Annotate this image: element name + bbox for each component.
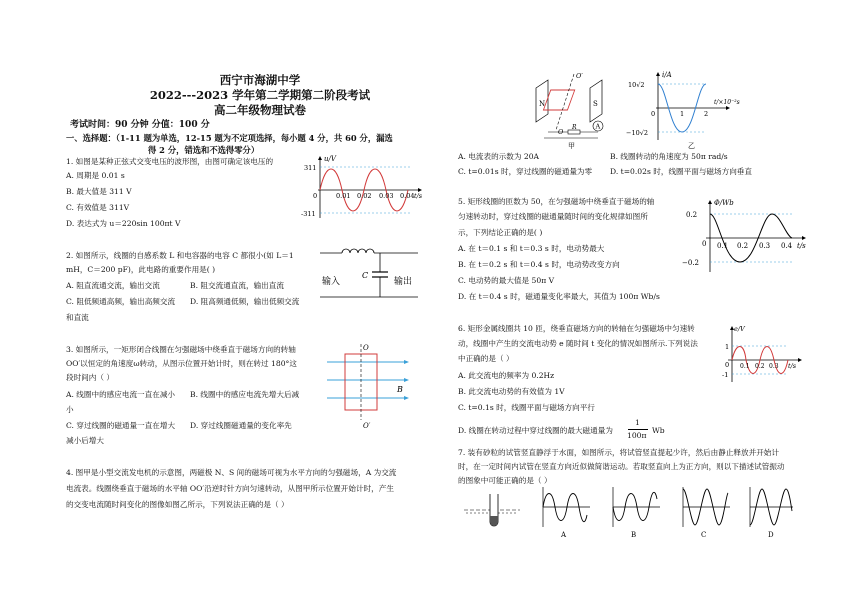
q4-origin: 0 <box>651 110 656 118</box>
q2-input-label: 输入 <box>322 277 341 287</box>
q1-origin: 0 <box>313 192 318 200</box>
q6-fraction-bar <box>628 429 648 430</box>
q6-ybot: -1 <box>722 371 729 379</box>
q4-generator-figure <box>528 70 623 150</box>
q7-line-3: 的图象中可能正确的是（ ） <box>458 476 552 485</box>
q6-origin: 0 <box>725 361 730 369</box>
q3-stem-1: 3. 如图所示，一矩形闭合线圈在匀强磁场中绕垂直于磁场方向的转轴 <box>66 345 296 354</box>
q3-stem-3: 段时间内（ ） <box>66 373 114 382</box>
q1-xtick-1: 0.01 <box>336 192 351 200</box>
q4-s-pole: S <box>593 100 598 108</box>
q1-option-a: A. 周期是 0.01 s <box>66 171 125 180</box>
q6-option-a: A. 此交流电的频率为 0.2Hz <box>458 371 555 380</box>
q5-line-2: 匀速转动时，穿过线圈的磁通量随时间的变化规律如图所 <box>458 212 648 221</box>
exam-title: 2022---2023 学年第二学期第二阶段考试 <box>149 88 371 102</box>
q3-option-d-cont: 减小后增大 <box>66 436 104 445</box>
q7-label-d: D <box>768 531 774 539</box>
school-name: 西宁市海湖中学 <box>219 73 301 87</box>
q1-ybot: -311 <box>301 210 316 218</box>
q7-label-a: A <box>561 531 567 539</box>
q4-line-2: 电流表。线圈绕垂直于磁场的水平轴 OO′沿逆时针方向匀速转动，从图甲所示位置开始计时，产生 <box>66 484 394 493</box>
q1-xtick-4: 0.04 <box>400 192 415 200</box>
q7-graph-d <box>750 487 793 539</box>
q3-option-a: A. 线圈中的感应电流一直在减小 <box>66 390 176 399</box>
q5-origin: 0 <box>702 240 707 248</box>
q4-option-d: D. t=0.02s 时，线圈平面与磁场方向垂直 <box>610 167 752 176</box>
q7-line-1: 7. 装有砂粒的试管竖直静浮于水面，如图所示，将试管竖直提起少许，然后由静止释放并开始计 <box>458 448 779 457</box>
q6-option-b: B. 此交流电动势的有效值为 1V <box>458 387 565 396</box>
q1-stem: 1. 如图是某种正弦式交变电压的波形图，由图可确定该电压的 <box>66 157 274 166</box>
q7-graph-c <box>683 487 730 539</box>
q5-xtick-2: 0.2 <box>737 242 749 250</box>
q6-xtick-1: 0.1 <box>740 363 750 370</box>
q2-stem-1: 2. 如图所示，线圈的自感系数 L 和电容器的电容 C 都很小(如 L＝1 <box>66 251 294 260</box>
q6-emf-graph <box>712 324 807 386</box>
q4-option-b: B. 线圈转动的角速度为 50π rad/s <box>610 152 728 161</box>
q4-current-graph <box>628 68 748 150</box>
q4-xtick-2: 2 <box>704 110 709 118</box>
q5-ytop: 0.2 <box>686 211 698 219</box>
q6-option-d: D. 线圈在转动过程中穿过线圈的最大磁通量为 <box>458 426 613 435</box>
q4-ylabel: i/A <box>662 71 672 79</box>
q6-ytop: 1 <box>725 343 730 351</box>
q5-xlabel: t/s <box>797 242 806 250</box>
q5-xtick-3: 0.3 <box>759 242 771 250</box>
q2-c-label: C <box>362 271 369 280</box>
q6-line-1: 6. 矩形金属线圈共 10 匝，绕垂直磁场方向的转轴在匀强磁场中匀速转 <box>458 324 695 333</box>
q3-option-b-cont: 小 <box>66 405 74 414</box>
q5-xtick-1: 0.1 <box>717 242 729 250</box>
q7-option-graphs <box>535 485 795 540</box>
q4-xtick-1: 1 <box>680 110 685 118</box>
q4-xlabel: t/×10⁻²s <box>714 99 740 106</box>
q6-xlabel: t/s <box>788 362 797 370</box>
q6-option-c: C. t=0.1s 时，线圈平面与磁场方向平行 <box>458 403 595 412</box>
q6-d-unit: Wb <box>652 426 665 435</box>
q1-xlabel: t/s <box>414 192 423 200</box>
q5-line-1: 5. 矩形线圈的匝数为 50，在匀强磁场中绕垂直于磁场的轴 <box>458 197 655 206</box>
q1-option-b: B. 最大值是 311 V <box>66 187 132 196</box>
q6-ylabel: e/V <box>734 325 745 333</box>
q5-ylabel: Φ/Wb <box>714 199 734 207</box>
q3-option-c: C. 穿过线圈的磁通量一直在增大 <box>66 421 176 430</box>
q4-o-label: O <box>558 128 564 136</box>
q1-option-c: C. 有效值是 311V <box>66 203 130 212</box>
q7-graph-b <box>613 487 660 539</box>
q3-b-label: B <box>397 385 403 394</box>
q5-flux-graph <box>680 196 810 276</box>
q5-option-d: D. 在 t＝0.4 s 时，磁通量变化率最大，其值为 100π Wb/s <box>458 292 660 301</box>
q5-option-c: C. 电动势的最大值是 50π V <box>458 276 555 285</box>
q6-xtick-2: 0.2 <box>755 363 765 370</box>
q2-option-c: C. 阻低频通高频，输出高频交流 <box>66 297 176 306</box>
q5-option-b: B. 在 t＝0.2 s 和 t＝0.4 s 时，电动势改变方向 <box>458 260 620 269</box>
q1-xtick-2: 0.02 <box>357 192 372 200</box>
q5-xtick-4: 0.4 <box>781 242 793 250</box>
q4-yi-label: 乙 <box>688 142 695 150</box>
q7-label-b: B <box>631 531 637 539</box>
q2-option-d: D. 阻高频通低频，输出低频交流 <box>190 297 300 306</box>
q3-o-label: O <box>363 344 369 352</box>
q5-option-a: A. 在 t＝0.1 s 和 t＝0.3 s 时，电动势最大 <box>458 244 605 253</box>
q2-stem-2: mH，C＝200 pF)，此电路的重要作用是( ) <box>66 265 216 274</box>
q2-option-d-cont: 和直流 <box>66 313 89 322</box>
q7-label-c: C <box>701 531 707 539</box>
q6-line-2: 动，线圈中产生的交流电动势 e 随时间 t 变化的情况如图所示.下列说法 <box>458 339 698 348</box>
q3-option-d: D. 穿过线圈磁通量的变化率先 <box>190 421 292 430</box>
q7-test-tube-figure <box>462 490 524 530</box>
q4-ytop: 10√2 <box>628 81 645 89</box>
q6-d-numerator: 1 <box>635 418 640 427</box>
q2-output-label: 输出 <box>394 277 413 287</box>
q4-line-1: 4. 图甲是小型交流发电机的示意图，两磁极 N、S 间的磁场可视为水平方向的匀强磁场，A 为交流 <box>66 468 397 477</box>
q3-figure <box>325 340 415 430</box>
section1-line1: 一、选择题：（1-11 题为单选，12-15 题为不定项选择，每小题 4 分，共 60 分，漏选 <box>66 133 393 143</box>
q6-d-denominator: 100π <box>627 431 647 440</box>
q1-option-d: D. 表达式为 u＝220sin 100πt V <box>66 219 181 228</box>
q7-line-2: 时，在一定时间内试管在竖直方向近似做简谐运动。若取竖直向上为正方向，则以下描述试管振动 <box>458 462 785 471</box>
q4-ammeter-label: A <box>595 122 601 131</box>
q1-ylabel: u/V <box>324 155 336 163</box>
q6-line-3: 中正确的是（ ） <box>458 354 514 363</box>
q6-xtick-3: 0.3 <box>769 363 779 370</box>
q1-xtick-3: 0.03 <box>379 192 394 200</box>
q2-option-a: A. 阻直流通交流，输出交流 <box>66 281 160 290</box>
q2-circuit <box>318 245 428 305</box>
q3-option-b: B. 线圈中的感应电流先增大后减 <box>190 390 300 399</box>
q2-option-b: B. 阻交流通直流，输出直流 <box>190 281 284 290</box>
q3-stem-2: OO′以恒定的角速度ω转动，从图示位置开始计时，则在转过 180°这 <box>66 359 297 368</box>
q4-o2-label: O′ <box>576 72 583 80</box>
q3-o2-label: O′ <box>363 422 371 430</box>
q4-r-label: R <box>572 124 577 131</box>
q4-ybot: −10√2 <box>626 129 648 137</box>
q4-option-a: A. 电流表的示数为 20A <box>458 152 540 161</box>
q4-option-c: C. t=0.01s 时，穿过线圈的磁通量为零 <box>458 167 593 176</box>
q1-ytop: 311 <box>304 164 317 172</box>
q7-graph-a <box>543 487 590 539</box>
q4-n-pole: N <box>539 100 546 108</box>
q5-line-3: 示，下列结论正确的是( ) <box>458 228 543 237</box>
q4-line-3: 的交变电流随时间变化的图像如图乙所示，下列说法正确的是（ ） <box>66 500 289 509</box>
q1-figure <box>300 150 430 225</box>
subject-title: 高二年级物理试卷 <box>214 103 306 117</box>
q4-jia-label: 甲 <box>568 142 575 150</box>
time-score: 考试时间：90 分钟 分值：100 分 <box>70 120 210 130</box>
q5-ybot: −0.2 <box>682 259 699 267</box>
section1-line2: 得 2 分，错选和不选得零分） <box>148 145 260 155</box>
